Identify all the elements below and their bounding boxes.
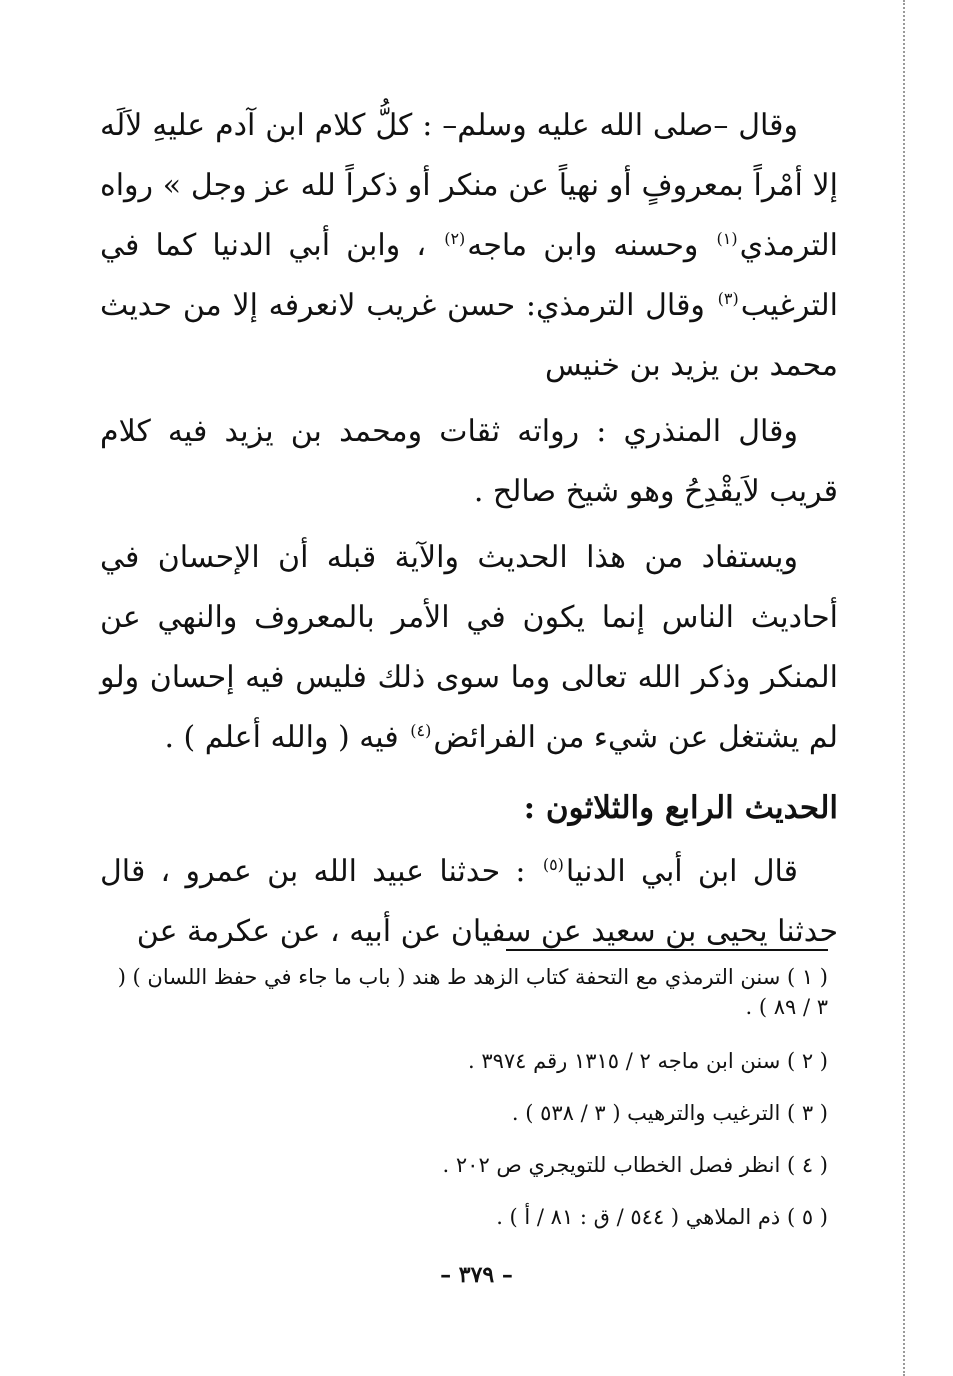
paragraph-1	[100, 96, 838, 396]
text-segment: فيه ( والله أعلم ) .	[164, 720, 409, 755]
footnote-2: ( ٢ ) سنن ابن ماجه ٢ / ١٣١٥ رقم ٣٩٧٤ .	[467, 1049, 828, 1073]
text-segment: وقال الترمذي: حسن غريب لانعرفه إلا من حديث محمد بن يزيد بن خنيس	[100, 288, 838, 383]
footnote-4: ( ٤ ) انظر فصل الخطاب للتويجري ص ٢٠٢ .	[442, 1153, 828, 1177]
footnote-marker: (٤)	[410, 721, 432, 740]
footnote-marker: (٥)	[542, 855, 564, 874]
section-heading: الحديث الرابع والثلاثون :	[523, 790, 838, 826]
text-segment: ، وابن أبي الدنيا كما في الترغيب	[100, 228, 838, 323]
main-text	[100, 96, 838, 962]
paragraph-2	[100, 402, 838, 522]
footnote-separator	[506, 949, 828, 951]
paragraph-3	[100, 528, 838, 768]
footnotes	[100, 962, 828, 1254]
text-segment: قال ابن أبي الدنيا	[565, 854, 798, 889]
footnote-marker: (٣)	[717, 289, 739, 308]
paragraph-4	[100, 842, 838, 962]
footnote-marker: (٢)	[444, 229, 466, 248]
text-segment: وحسنه وابن ماجه	[467, 228, 715, 263]
text-segment: ويستفاد من هذا الحديث والآية قبله أن الإحسان في أحاديث الناس إنما يكون في الأمر بالمعروف والنهي عن المنكر وذكر الله تعالى وما سوى ذلك فليس فيه إحسان ولو لم يشتغل عن شيء من الفرائض	[100, 540, 838, 755]
page-number: – ٣٧٩ –	[440, 1262, 513, 1288]
text-segment: : حدثنا عبيد الله بن عمرو ، قال حدثنا يحيى بن سعيد عن سفيان عن أبيه ، عن عكرمة عن	[100, 854, 838, 949]
footnote-marker: (١)	[716, 229, 738, 248]
footnote-1: ( ١ ) سنن الترمذي مع التحفة كتاب الزهد ط هند ( باب ما جاء في حفظ اللسان ) ( ٣ / ٨٩ ) .	[117, 965, 828, 1019]
text-segment: وقال –صلى الله عليه وسلم– : كلُّ كلام ابن آدم عليهِ لاَلَه إلا أمْراً بمعروفٍ أو نهياً عن منكر أو ذكراً لله عز وجل » رواه الترمذي	[100, 108, 839, 263]
footnote-5: ( ٥ ) ذم الملاهي ( ٥٤٤ / ق : ٨١ / أ ) .	[496, 1205, 828, 1229]
footnote-3: ( ٣ ) الترغيب والترهيب ( ٣ / ٥٣٨ ) .	[511, 1101, 828, 1125]
text-segment: وقال المنذري : رواته ثقات ومحمد بن يزيد فيه كلام قريب لاَيقْدِحُ وهو شيخ صالح .	[100, 414, 838, 509]
gutter-dotted-line	[903, 0, 905, 1376]
